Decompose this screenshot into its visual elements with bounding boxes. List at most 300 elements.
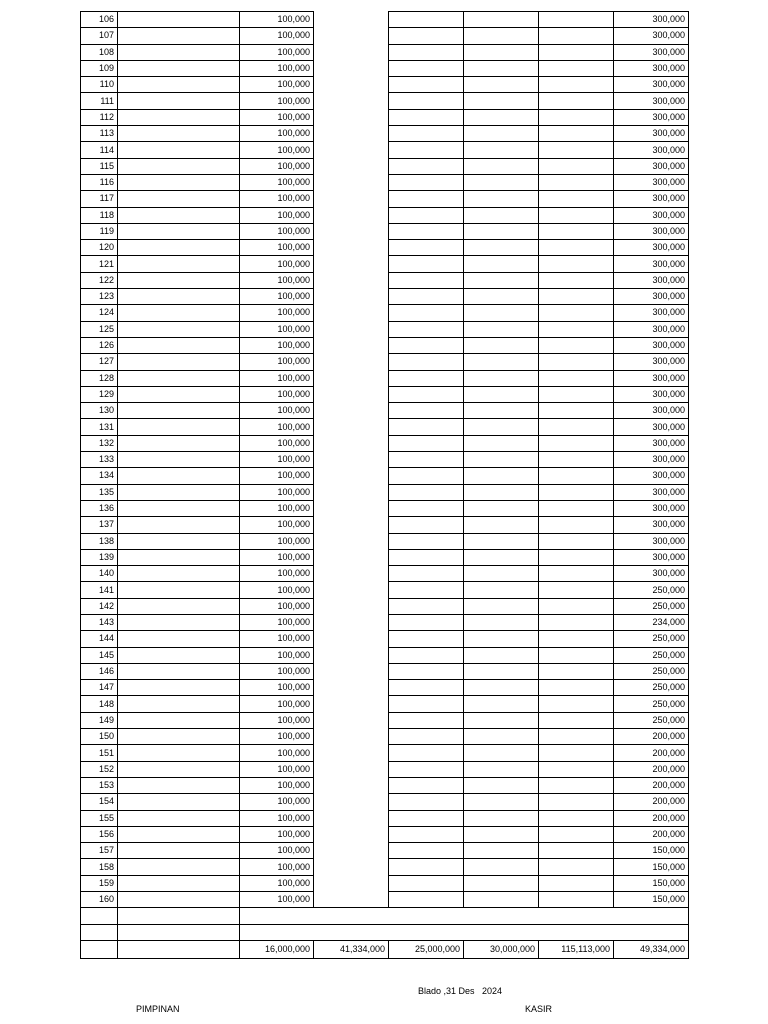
row-number: 124 bbox=[81, 305, 118, 321]
empty-cell bbox=[539, 435, 614, 451]
table-row bbox=[81, 419, 689, 435]
empty-cell bbox=[539, 419, 614, 435]
table-row bbox=[81, 109, 689, 125]
row-number: 116 bbox=[81, 174, 118, 190]
balance-cell: 300,000 bbox=[614, 452, 689, 468]
empty-cell bbox=[464, 729, 539, 745]
table-row bbox=[81, 875, 689, 891]
balance-cell: 250,000 bbox=[614, 582, 689, 598]
name-cell bbox=[118, 77, 240, 93]
empty-cell bbox=[464, 321, 539, 337]
empty-cell bbox=[464, 93, 539, 109]
table-row bbox=[81, 859, 689, 875]
balance-cell: 300,000 bbox=[614, 44, 689, 60]
empty-cell bbox=[539, 712, 614, 728]
empty-cell bbox=[539, 777, 614, 793]
empty-cell bbox=[314, 223, 389, 239]
empty-cell bbox=[464, 256, 539, 272]
balance-cell: 300,000 bbox=[614, 500, 689, 516]
empty-cell bbox=[314, 126, 389, 142]
empty-cell bbox=[389, 44, 464, 60]
empty-cell bbox=[464, 500, 539, 516]
name-cell bbox=[118, 614, 240, 630]
row-number: 128 bbox=[81, 370, 118, 386]
table-row bbox=[81, 517, 689, 533]
row-number: 150 bbox=[81, 729, 118, 745]
empty-cell bbox=[539, 794, 614, 810]
total-cell: 115,113,000 bbox=[539, 940, 614, 958]
row-number: 137 bbox=[81, 517, 118, 533]
empty-cell bbox=[389, 191, 464, 207]
row-number: 114 bbox=[81, 142, 118, 158]
amount-cell: 100,000 bbox=[240, 549, 314, 565]
balance-cell: 300,000 bbox=[614, 354, 689, 370]
amount-cell: 100,000 bbox=[240, 256, 314, 272]
amount-cell: 100,000 bbox=[240, 875, 314, 891]
empty-cell bbox=[389, 207, 464, 223]
empty-cell bbox=[314, 631, 389, 647]
empty-cell bbox=[539, 468, 614, 484]
name-cell bbox=[118, 28, 240, 44]
table-row bbox=[81, 761, 689, 777]
table-row bbox=[81, 223, 689, 239]
empty-cell bbox=[314, 582, 389, 598]
name-cell bbox=[118, 354, 240, 370]
name-cell bbox=[118, 272, 240, 288]
name-cell bbox=[118, 435, 240, 451]
amount-cell: 100,000 bbox=[240, 452, 314, 468]
balance-cell: 200,000 bbox=[614, 761, 689, 777]
table-row bbox=[81, 386, 689, 402]
empty-cell bbox=[314, 810, 389, 826]
amount-cell: 100,000 bbox=[240, 158, 314, 174]
name-cell bbox=[118, 256, 240, 272]
amount-cell: 100,000 bbox=[240, 712, 314, 728]
empty-cell bbox=[81, 924, 118, 940]
total-cell: 30,000,000 bbox=[464, 940, 539, 958]
amount-cell: 100,000 bbox=[240, 484, 314, 500]
row-number: 152 bbox=[81, 761, 118, 777]
balance-cell: 300,000 bbox=[614, 403, 689, 419]
row-number: 147 bbox=[81, 680, 118, 696]
empty-cell bbox=[389, 696, 464, 712]
table-row bbox=[81, 28, 689, 44]
name-cell bbox=[118, 647, 240, 663]
amount-cell: 100,000 bbox=[240, 500, 314, 516]
row-number: 134 bbox=[81, 468, 118, 484]
empty-cell bbox=[539, 386, 614, 402]
amount-cell: 100,000 bbox=[240, 631, 314, 647]
empty-cell bbox=[539, 484, 614, 500]
empty-cell bbox=[464, 794, 539, 810]
table-row bbox=[81, 712, 689, 728]
table-row bbox=[81, 158, 689, 174]
amount-cell: 100,000 bbox=[240, 93, 314, 109]
empty-cell bbox=[314, 435, 389, 451]
row-number: 151 bbox=[81, 745, 118, 761]
empty-cell bbox=[464, 435, 539, 451]
empty-cell bbox=[389, 337, 464, 353]
empty-cell bbox=[389, 126, 464, 142]
empty-cell bbox=[389, 810, 464, 826]
empty-cell bbox=[389, 386, 464, 402]
amount-cell: 100,000 bbox=[240, 680, 314, 696]
balance-cell: 250,000 bbox=[614, 712, 689, 728]
empty-cell bbox=[539, 240, 614, 256]
table-row bbox=[81, 892, 689, 908]
amount-cell: 100,000 bbox=[240, 598, 314, 614]
empty-cell bbox=[464, 566, 539, 582]
table-row bbox=[81, 126, 689, 142]
name-cell bbox=[118, 207, 240, 223]
name-cell bbox=[118, 745, 240, 761]
empty-cell bbox=[464, 240, 539, 256]
empty-cell bbox=[464, 403, 539, 419]
balance-cell: 300,000 bbox=[614, 191, 689, 207]
empty-cell bbox=[389, 549, 464, 565]
empty-cell bbox=[464, 305, 539, 321]
signatory-pimpinan: PIMPINAN bbox=[136, 1004, 180, 1014]
empty-cell bbox=[464, 892, 539, 908]
amount-cell: 100,000 bbox=[240, 533, 314, 549]
empty-cell bbox=[389, 859, 464, 875]
empty-cell bbox=[539, 696, 614, 712]
empty-cell bbox=[539, 354, 614, 370]
empty-cell bbox=[539, 256, 614, 272]
name-cell bbox=[118, 158, 240, 174]
empty-cell bbox=[464, 142, 539, 158]
empty-cell bbox=[464, 77, 539, 93]
balance-cell: 300,000 bbox=[614, 126, 689, 142]
empty-cell bbox=[314, 777, 389, 793]
amount-cell: 100,000 bbox=[240, 761, 314, 777]
total-cell: 16,000,000 bbox=[240, 940, 314, 958]
row-number: 129 bbox=[81, 386, 118, 402]
table-row bbox=[81, 12, 689, 28]
empty-cell bbox=[539, 93, 614, 109]
row-number: 138 bbox=[81, 533, 118, 549]
row-number: 145 bbox=[81, 647, 118, 663]
table-row bbox=[81, 305, 689, 321]
empty-cell bbox=[539, 305, 614, 321]
balance-cell: 200,000 bbox=[614, 777, 689, 793]
balance-cell: 200,000 bbox=[614, 810, 689, 826]
name-cell bbox=[118, 892, 240, 908]
table-row bbox=[81, 826, 689, 842]
amount-cell: 100,000 bbox=[240, 419, 314, 435]
empty-cell bbox=[389, 582, 464, 598]
empty-cell bbox=[389, 28, 464, 44]
empty-cell bbox=[389, 452, 464, 468]
empty-cell bbox=[539, 859, 614, 875]
empty-cell bbox=[389, 745, 464, 761]
row-number: 146 bbox=[81, 663, 118, 679]
row-number: 113 bbox=[81, 126, 118, 142]
empty-cell bbox=[314, 875, 389, 891]
empty-cell bbox=[389, 663, 464, 679]
empty-cell bbox=[464, 60, 539, 76]
row-number: 144 bbox=[81, 631, 118, 647]
balance-cell: 300,000 bbox=[614, 77, 689, 93]
empty-cell bbox=[389, 843, 464, 859]
amount-cell: 100,000 bbox=[240, 696, 314, 712]
empty-cell bbox=[314, 419, 389, 435]
empty-cell bbox=[389, 631, 464, 647]
empty-cell bbox=[314, 386, 389, 402]
table-row bbox=[81, 549, 689, 565]
empty-cell bbox=[314, 484, 389, 500]
name-cell bbox=[118, 109, 240, 125]
table-row bbox=[81, 77, 689, 93]
row-number: 132 bbox=[81, 435, 118, 451]
table-row bbox=[81, 484, 689, 500]
name-cell bbox=[118, 191, 240, 207]
amount-cell: 100,000 bbox=[240, 468, 314, 484]
empty-cell bbox=[314, 28, 389, 44]
balance-cell: 300,000 bbox=[614, 549, 689, 565]
name-cell bbox=[118, 582, 240, 598]
name-cell bbox=[118, 810, 240, 826]
table-row bbox=[81, 614, 689, 630]
amount-cell: 100,000 bbox=[240, 337, 314, 353]
table-row bbox=[81, 582, 689, 598]
row-number: 141 bbox=[81, 582, 118, 598]
empty-cell bbox=[464, 207, 539, 223]
empty-cell bbox=[464, 549, 539, 565]
table-row bbox=[81, 93, 689, 109]
table-row bbox=[81, 272, 689, 288]
name-cell bbox=[118, 598, 240, 614]
empty-cell bbox=[314, 305, 389, 321]
name-cell bbox=[118, 223, 240, 239]
empty-cell bbox=[539, 191, 614, 207]
balance-cell: 300,000 bbox=[614, 256, 689, 272]
balance-cell: 300,000 bbox=[614, 12, 689, 28]
total-cell: 41,334,000 bbox=[314, 940, 389, 958]
empty-cell bbox=[314, 729, 389, 745]
name-cell bbox=[118, 289, 240, 305]
empty-cell bbox=[539, 77, 614, 93]
amount-cell: 100,000 bbox=[240, 174, 314, 190]
empty-cell bbox=[464, 158, 539, 174]
amount-cell: 100,000 bbox=[240, 663, 314, 679]
table-row bbox=[81, 533, 689, 549]
empty-cell bbox=[464, 761, 539, 777]
blank-row bbox=[81, 924, 689, 940]
empty-cell bbox=[464, 859, 539, 875]
balance-cell: 300,000 bbox=[614, 566, 689, 582]
empty-cell bbox=[314, 142, 389, 158]
table-row bbox=[81, 566, 689, 582]
balance-cell: 300,000 bbox=[614, 223, 689, 239]
row-number: 139 bbox=[81, 549, 118, 565]
amount-cell: 100,000 bbox=[240, 826, 314, 842]
name-cell bbox=[118, 517, 240, 533]
empty-cell bbox=[464, 109, 539, 125]
empty-cell bbox=[81, 940, 118, 958]
row-number: 148 bbox=[81, 696, 118, 712]
row-number: 120 bbox=[81, 240, 118, 256]
balance-cell: 250,000 bbox=[614, 598, 689, 614]
empty-cell bbox=[539, 223, 614, 239]
row-number: 111 bbox=[81, 93, 118, 109]
balance-cell: 300,000 bbox=[614, 533, 689, 549]
table-row bbox=[81, 321, 689, 337]
empty-cell bbox=[314, 240, 389, 256]
empty-cell bbox=[539, 403, 614, 419]
table-row bbox=[81, 794, 689, 810]
empty-cell bbox=[389, 12, 464, 28]
empty-cell bbox=[539, 452, 614, 468]
empty-cell bbox=[314, 77, 389, 93]
empty-cell bbox=[464, 484, 539, 500]
balance-cell: 300,000 bbox=[614, 305, 689, 321]
amount-cell: 100,000 bbox=[240, 272, 314, 288]
empty-cell bbox=[240, 924, 689, 940]
balance-cell: 300,000 bbox=[614, 158, 689, 174]
name-cell bbox=[118, 761, 240, 777]
name-cell bbox=[118, 370, 240, 386]
table-row bbox=[81, 500, 689, 516]
empty-cell bbox=[539, 663, 614, 679]
balance-cell: 300,000 bbox=[614, 207, 689, 223]
empty-cell bbox=[464, 582, 539, 598]
empty-cell bbox=[464, 745, 539, 761]
empty-cell bbox=[464, 598, 539, 614]
empty-cell bbox=[464, 712, 539, 728]
empty-cell bbox=[464, 354, 539, 370]
empty-cell bbox=[464, 174, 539, 190]
amount-cell: 100,000 bbox=[240, 435, 314, 451]
empty-cell bbox=[464, 631, 539, 647]
name-cell bbox=[118, 484, 240, 500]
empty-cell bbox=[389, 435, 464, 451]
amount-cell: 100,000 bbox=[240, 207, 314, 223]
name-cell bbox=[118, 12, 240, 28]
amount-cell: 100,000 bbox=[240, 859, 314, 875]
signatory-kasir: KASIR bbox=[525, 1004, 553, 1014]
balance-cell: 200,000 bbox=[614, 826, 689, 842]
empty-cell bbox=[539, 631, 614, 647]
name-cell bbox=[118, 631, 240, 647]
balance-cell: 250,000 bbox=[614, 647, 689, 663]
table-row bbox=[81, 435, 689, 451]
empty-cell bbox=[240, 908, 689, 924]
name-cell bbox=[118, 403, 240, 419]
table-row bbox=[81, 337, 689, 353]
empty-cell bbox=[539, 614, 614, 630]
empty-cell bbox=[389, 729, 464, 745]
empty-cell bbox=[539, 826, 614, 842]
empty-cell bbox=[314, 680, 389, 696]
name-cell bbox=[118, 663, 240, 679]
empty-cell bbox=[314, 289, 389, 305]
empty-cell bbox=[539, 761, 614, 777]
empty-cell bbox=[389, 370, 464, 386]
name-cell bbox=[118, 875, 240, 891]
empty-cell bbox=[314, 174, 389, 190]
ledger-sheet bbox=[80, 11, 689, 959]
name-cell bbox=[118, 337, 240, 353]
row-number: 126 bbox=[81, 337, 118, 353]
amount-cell: 100,000 bbox=[240, 614, 314, 630]
empty-cell bbox=[314, 859, 389, 875]
amount-cell: 100,000 bbox=[240, 28, 314, 44]
name-cell bbox=[118, 321, 240, 337]
name-cell bbox=[118, 386, 240, 402]
empty-cell bbox=[314, 826, 389, 842]
empty-cell bbox=[389, 403, 464, 419]
amount-cell: 100,000 bbox=[240, 794, 314, 810]
name-cell bbox=[118, 240, 240, 256]
total-cell: 49,334,000 bbox=[614, 940, 689, 958]
empty-cell bbox=[314, 158, 389, 174]
empty-cell bbox=[389, 533, 464, 549]
row-number: 119 bbox=[81, 223, 118, 239]
empty-cell bbox=[314, 93, 389, 109]
empty-cell bbox=[464, 126, 539, 142]
amount-cell: 100,000 bbox=[240, 240, 314, 256]
empty-cell bbox=[314, 647, 389, 663]
row-number: 160 bbox=[81, 892, 118, 908]
amount-cell: 100,000 bbox=[240, 403, 314, 419]
row-number: 107 bbox=[81, 28, 118, 44]
empty-cell bbox=[389, 517, 464, 533]
empty-cell bbox=[314, 517, 389, 533]
total-cell: 25,000,000 bbox=[389, 940, 464, 958]
empty-cell bbox=[389, 761, 464, 777]
amount-cell: 100,000 bbox=[240, 810, 314, 826]
empty-cell bbox=[389, 614, 464, 630]
empty-cell bbox=[539, 729, 614, 745]
empty-cell bbox=[389, 598, 464, 614]
amount-cell: 100,000 bbox=[240, 729, 314, 745]
balance-cell: 300,000 bbox=[614, 321, 689, 337]
empty-cell bbox=[314, 207, 389, 223]
row-number: 109 bbox=[81, 60, 118, 76]
balance-cell: 200,000 bbox=[614, 729, 689, 745]
balance-cell: 250,000 bbox=[614, 663, 689, 679]
empty-cell bbox=[389, 794, 464, 810]
empty-cell bbox=[464, 843, 539, 859]
empty-cell bbox=[464, 533, 539, 549]
balance-cell: 150,000 bbox=[614, 875, 689, 891]
empty-cell bbox=[314, 452, 389, 468]
table-row bbox=[81, 777, 689, 793]
name-cell bbox=[118, 843, 240, 859]
empty-cell bbox=[389, 289, 464, 305]
empty-cell bbox=[314, 403, 389, 419]
row-number: 140 bbox=[81, 566, 118, 582]
amount-cell: 100,000 bbox=[240, 777, 314, 793]
row-number: 136 bbox=[81, 500, 118, 516]
empty-cell bbox=[389, 272, 464, 288]
empty-cell bbox=[539, 598, 614, 614]
amount-cell: 100,000 bbox=[240, 223, 314, 239]
balance-cell: 300,000 bbox=[614, 468, 689, 484]
row-number: 156 bbox=[81, 826, 118, 842]
amount-cell: 100,000 bbox=[240, 12, 314, 28]
empty-cell bbox=[389, 680, 464, 696]
empty-cell bbox=[314, 745, 389, 761]
row-number: 118 bbox=[81, 207, 118, 223]
empty-cell bbox=[389, 240, 464, 256]
balance-cell: 300,000 bbox=[614, 370, 689, 386]
empty-cell bbox=[539, 44, 614, 60]
table-row bbox=[81, 631, 689, 647]
balance-cell: 300,000 bbox=[614, 28, 689, 44]
ledger-body bbox=[81, 12, 689, 959]
